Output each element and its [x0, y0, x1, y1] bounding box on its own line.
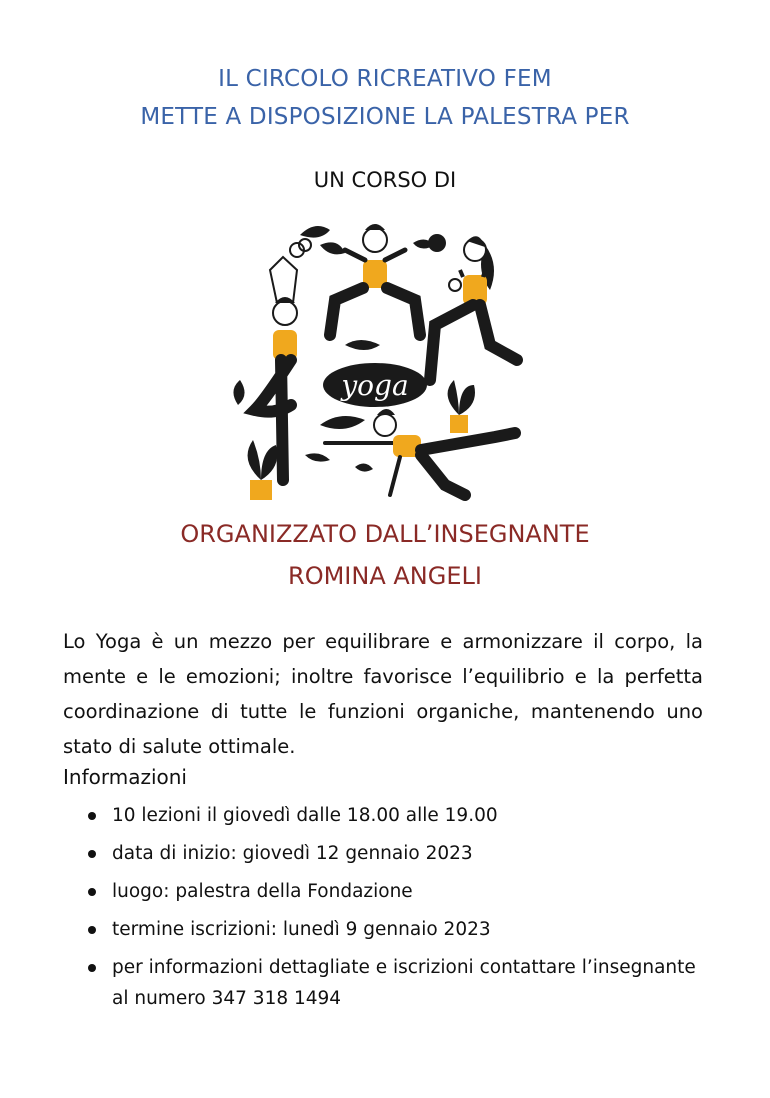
- ink-blot-icon: [428, 234, 446, 252]
- header-line-2: METTE A DISPOSIZIONE LA PALESTRA PER: [140, 104, 630, 130]
- yoga-word-badge: [323, 363, 427, 407]
- yoga-figure-lunge: [430, 236, 517, 380]
- yoga-word: yoga: [341, 369, 409, 402]
- course-description: Lo Yoga è un mezzo per equilibrare e armonizzare il corpo, la mente e le emozioni; inoltre favorisce l’equilibrio e la perfetta coordinazione di tutte le funzioni organiche, mantenendo uno stato di salute ottimale.: [63, 630, 703, 758]
- header-line-1: IL CIRCOLO RICREATIVO FEM: [218, 66, 552, 92]
- info-item-deadline: termine iscrizioni: lunedì 9 gennaio 2023: [88, 914, 708, 945]
- yoga-illustration: [225, 205, 535, 505]
- info-item-contact: per informazioni dettagliate e iscrizioni contattare l’insegnante al numero 347 318 1494: [88, 952, 708, 1014]
- organizer-line-1: ORGANIZZATO DALL’INSEGNANTE: [180, 520, 590, 548]
- info-item-start-date: data di inizio: giovedì 12 gennaio 2023: [88, 838, 708, 869]
- info-list: [88, 800, 708, 1021]
- yoga-figure-squat: [330, 224, 420, 335]
- leaf-decoration-icon: [233, 226, 494, 472]
- info-heading: Informazioni: [63, 765, 187, 789]
- course-subtitle: UN CORSO DI: [313, 168, 457, 192]
- organizer-name: ROMINA ANGELI: [288, 562, 482, 590]
- info-item-lessons: 10 lezioni il giovedì dalle 18.00 alle 19.00: [88, 800, 708, 831]
- info-item-location: luogo: palestra della Fondazione: [88, 876, 708, 907]
